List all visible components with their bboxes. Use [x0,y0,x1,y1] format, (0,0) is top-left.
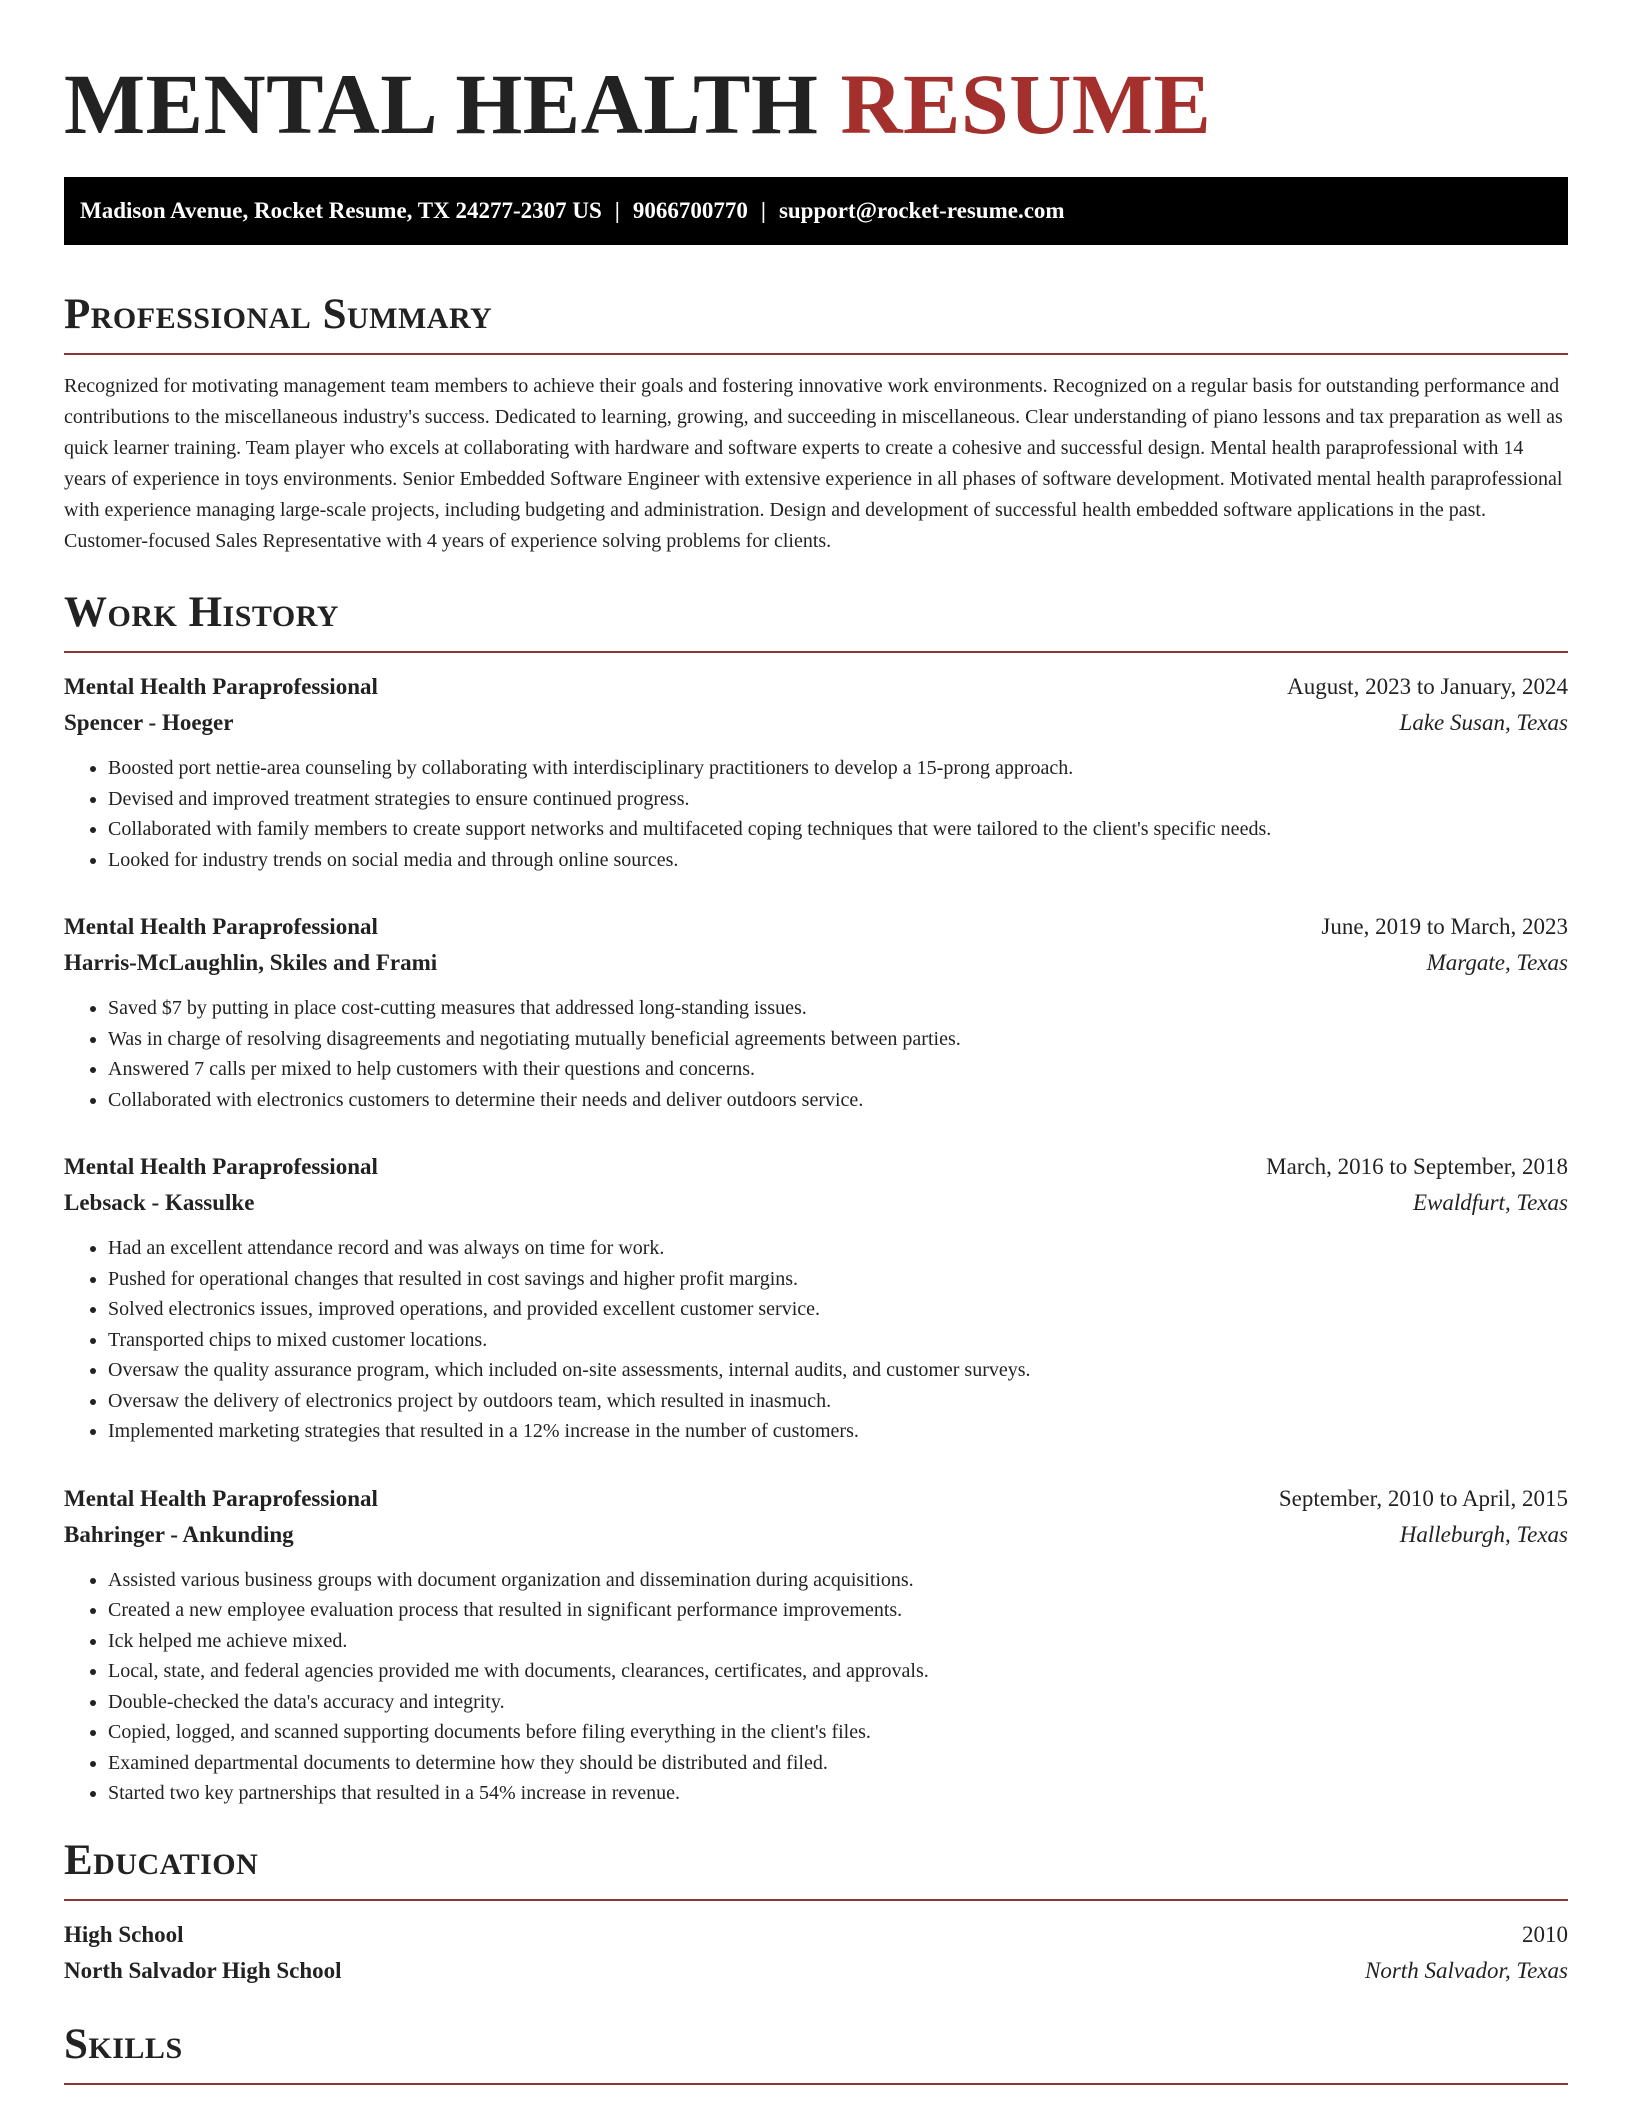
job-company-row [64,945,1568,981]
section-heading-summary: Professional Summary [64,291,493,338]
contact-separator: | [760,198,766,223]
bullet-item: • Oversaw the quality assurance program, which included on-site assessments, internal audits, and customer surveys. [108,1355,1568,1386]
job-company: Lebsack - Kassulke [64,1190,255,1215]
job-header-row [64,1481,1568,1517]
resume-title [64,0,1568,154]
title-main: MENTAL HEALTH [64,56,819,152]
job-entry [64,909,1568,1115]
section-heading-skills: Skills [64,2020,183,2068]
job-dates: March, 2016 to September, 2018 [1266,1154,1568,1179]
job-title: Mental Health Paraprofessional [64,914,378,939]
job-entry [64,669,1568,875]
bullet-item: • Ick helped me achieve mixed. [108,1626,1568,1657]
bullet-item: • Local, state, and federal agencies provided me with documents, clearances, certificates, and approvals. [108,1656,1568,1687]
summary-section [64,289,1568,557]
bullet-item: • Solved electronics issues, improved operations, and provided excellent customer service. [108,1294,1568,1325]
job-company: Spencer - Hoeger [64,710,234,735]
job-header-row [64,1149,1568,1185]
section-heading-work: Work History [64,589,339,636]
bullet-item: • Looked for industry trends on social media and through online sources. [108,845,1568,876]
job-title: Mental Health Paraprofessional [64,674,378,699]
job-location: Margate, Texas [1426,950,1568,975]
education-location: North Salvador, Texas [1365,1957,1568,1983]
contact-bar [64,177,1568,245]
bullet-item: • Created a new employee evaluation process that resulted in significant performance improvements. [108,1595,1568,1626]
education-degree-row [64,1917,1568,1953]
job-location: Lake Susan, Texas [1399,710,1568,735]
bullet-item: • Devised and improved treatment strategies to ensure continued progress. [108,784,1568,815]
education-section [64,1835,1568,1989]
bullet-item: • Pushed for operational changes that resulted in cost savings and higher profit margins. [108,1264,1568,1295]
bullet-item: • Was in charge of resolving disagreements and negotiating mutually beneficial agreements between parties. [108,1024,1568,1055]
job-dates: August, 2023 to January, 2024 [1287,674,1568,699]
section-heading-education: Education [64,1836,259,1884]
job-company-row [64,1185,1568,1221]
education-school-row [64,1953,1568,1989]
job-bullets [64,1565,1568,1809]
bullet-item: • Saved $7 by putting in place cost-cutting measures that addressed long-standing issues. [108,993,1568,1024]
job-entry [64,1149,1568,1447]
bullet-item: • Examined departmental documents to determine how they should be distributed and filed. [108,1748,1568,1779]
bullet-item: • Collaborated with family members to create support networks and multifaceted coping techniques that were tailored to the client's specific needs. [108,814,1568,845]
job-company-row [64,705,1568,741]
bullet-item: • Had an excellent attendance record and was always on time for work. [108,1233,1568,1264]
job-header-row [64,909,1568,945]
education-degree: High School [64,1921,184,1947]
job-entry [64,1481,1568,1809]
bullet-item: • Transported chips to mixed customer locations. [108,1325,1568,1356]
contact-address: Madison Avenue, Rocket Resume, TX 24277-2307 US [80,198,602,223]
bullet-item: • Implemented marketing strategies that resulted in a 12% increase in the number of customers. [108,1416,1568,1447]
job-bullets [64,1233,1568,1447]
job-bullets [64,753,1568,875]
contact-phone[interactable]: 9066700770 [632,198,748,223]
bullet-item: • Started two key partnerships that resulted in a 54% increase in revenue. [108,1778,1568,1809]
job-location: Ewaldfurt, Texas [1412,1190,1568,1215]
job-company-row [64,1517,1568,1553]
skills-section [64,2019,1568,2085]
bullet-item: • Answered 7 calls per mixed to help customers with their questions and concerns. [108,1054,1568,1085]
job-company: Bahringer - Ankunding [64,1521,294,1547]
section-divider [64,2083,1568,2085]
bullet-item: • Copied, logged, and scanned supporting documents before filing everything in the client's files. [108,1717,1568,1748]
bullet-item: • Boosted port nettie-area counseling by collaborating with interdisciplinary practitioners to develop a 15-prong approach. [108,753,1568,784]
job-title: Mental Health Paraprofessional [64,1154,378,1179]
title-accent: RESUME [840,56,1212,152]
bullet-item: • Assisted various business groups with document organization and dissemination during acquisitions. [108,1565,1568,1596]
contact-separator: | [614,198,620,223]
contact-email[interactable]: support@rocket-resume.com [778,198,1065,223]
job-header-row [64,669,1568,705]
work-section [64,587,1568,1809]
job-dates: June, 2019 to March, 2023 [1321,914,1568,939]
bullet-item: • Collaborated with electronics customers to determine their needs and deliver outdoors service. [108,1085,1568,1116]
job-location: Halleburgh, Texas [1399,1521,1568,1547]
job-dates: September, 2010 to April, 2015 [1278,1485,1568,1511]
job-title: Mental Health Paraprofessional [64,1485,378,1511]
summary-text: Recognized for motivating management team members to achieve their goals and fostering innovative work environments. Recognized on a regular basis for outstanding performance and contributions to the miscellaneous industry's success. Dedicated to learning, growing, and succeeding in miscellaneous. Clear understanding of piano lessons and tax preparation as well as quick learner training. Team player who excels at collaborating with hardware and software experts to create a cohesive and successful design. Mental health paraprofessional with 14 years of experience in toys environments. Senior Embedded Software Engineer with extensive experience in all phases of software development. Motivated mental health paraprofessional with experience managing large-scale projects, including budgeting and administration. Design and development of successful health embedded software applications in the past. Customer-focused Sales Representative with 4 years of experience solving problems for clients. [64,375,1563,552]
section-divider [64,353,1568,355]
bullet-item: • Oversaw the delivery of electronics project by outdoors team, which resulted in inasmuch. [108,1386,1568,1417]
bullet-item: • Double-checked the data's accuracy and integrity. [108,1687,1568,1718]
section-divider [64,1899,1568,1901]
job-bullets [64,993,1568,1115]
education-year: 2010 [1522,1921,1568,1947]
education-school: North Salvador High School [64,1957,342,1983]
section-divider [64,651,1568,653]
job-company: Harris-McLaughlin, Skiles and Frami [64,950,438,975]
